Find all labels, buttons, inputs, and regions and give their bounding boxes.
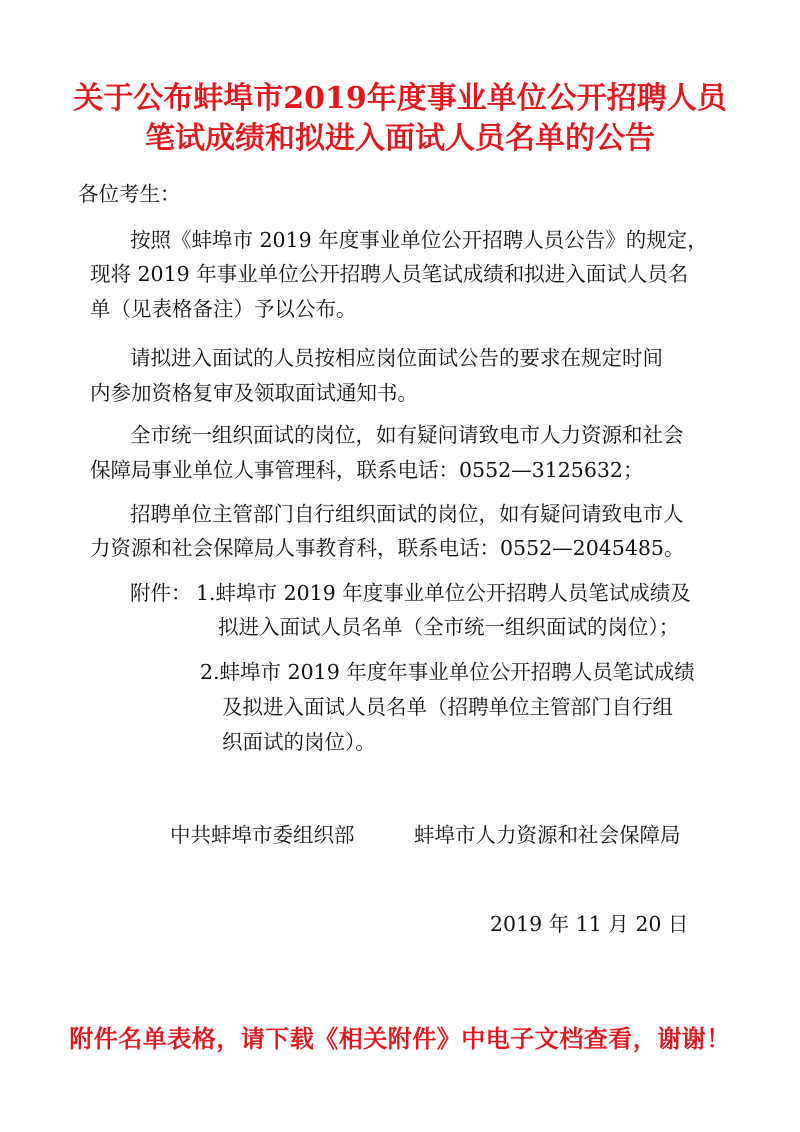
paragraph-1-line-1: 按照《蚌埠市 2019 年度事业单位公开招聘人员公告》的规定，	[130, 228, 708, 252]
signature-date: 2019 年 11 月 20 日	[490, 912, 689, 936]
attachment-2-line-2: 及拟进入面试人员名单（招聘单位主管部门自行组	[222, 695, 673, 719]
paragraph-4-line-2: 力资源和社会保障局人事教育科，联系电话：0552—2045485。	[90, 536, 685, 560]
paragraph-4-line-1: 招聘单位主管部门自行组织面试的岗位，如有疑问请致电市人	[130, 502, 684, 526]
paragraph-2-line-1: 请拟进入面试的人员按相应岗位面试公告的要求在规定时间	[130, 346, 663, 370]
signature-organization-2: 蚌埠市人力资源和社会保障局	[414, 823, 681, 847]
document-title-line-1: 关于公布蚌埠市2019年度事业单位公开招聘人员	[73, 81, 727, 116]
paragraph-1-line-3: 单（见表格备注）予以公布。	[90, 297, 357, 321]
paragraph-3-line-2: 保障局事业单位人事管理科，联系电话：0552—3125632；	[90, 458, 644, 482]
download-notice: 附件名单表格，请下载《相关附件》中电子文档查看，谢谢！	[69, 1025, 731, 1053]
paragraph-3-line-1: 全市统一组织面试的岗位，如有疑问请致电市人力资源和社会	[130, 423, 684, 447]
attachment-2-line-3: 织面试的岗位）。	[222, 730, 376, 754]
paragraph-1-line-2: 现将 2019 年事业单位公开招聘人员笔试成绩和拟进入面试人员名	[90, 262, 689, 286]
attachment-2-line-1: 2.蚌埠市 2019 年度年事业单位公开招聘人员笔试成绩	[200, 660, 695, 684]
signature-organization-1: 中共蚌埠市委组织部	[170, 823, 355, 847]
attachment-1-line-1: 1.蚌埠市 2019 年度事业单位公开招聘人员笔试成绩及	[196, 581, 691, 605]
salutation: 各位考生：	[78, 182, 181, 206]
paragraph-2-line-2: 内参加资格复审及领取面试通知书。	[90, 381, 418, 405]
attachments-label: 附件：	[130, 581, 192, 605]
document-title-line-2: 笔试成绩和拟进入面试人员名单的公告	[145, 121, 655, 156]
attachment-1-line-2: 拟进入面试人员名单（全市统一组织面试的岗位）；	[218, 615, 680, 639]
